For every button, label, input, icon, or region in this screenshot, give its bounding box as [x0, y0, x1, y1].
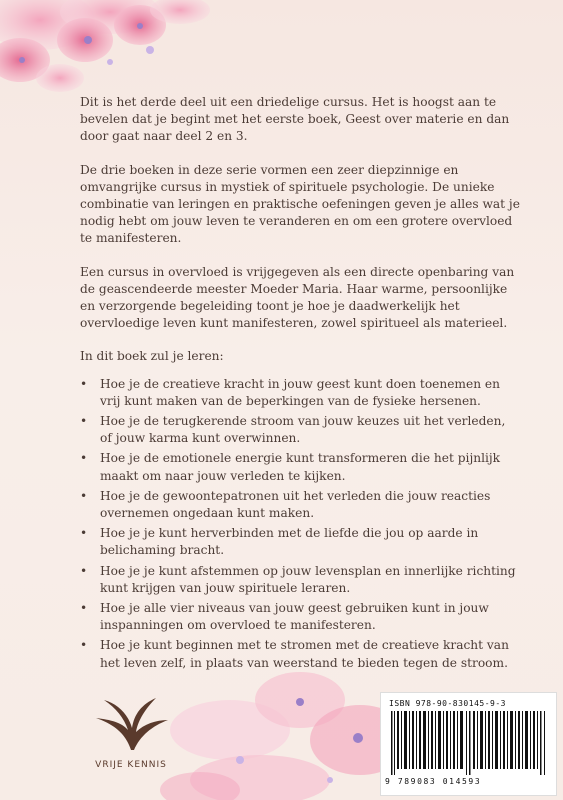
paragraph-3: Een cursus in overvloed is vrijgegeven als een directe openbaring van de geascendeerde meester Moeder Maria. Haar warme, persoonlijke en verzorgende begeleiding toont je hoe je daadwerkelijk het overvloedige leven kunt manifesteren, zowel spiritueel als materieel. [80, 264, 515, 331]
list-item: • Hoe je de gewoontepatronen uit het verleden die jouw reacties overnemen ongedaan kunt maken. [80, 488, 520, 522]
paragraph-1: Dit is het derde deel uit een driedelige cursus. Het is hoogst aan te bevelen dat je begint met het eerste boek, Geest over materie en dan door gaat naar deel 2 en 3. [80, 95, 510, 144]
isbn-label: ISBN 978-90-830145-9-3 [389, 699, 506, 708]
barcode-bars [389, 711, 549, 775]
list-item: • Hoe je de emotionele energie kunt transformeren die het pijnlijk maakt om naar jouw verleden te kijken. [80, 450, 520, 484]
publisher-name: VRIJE KENNIS [95, 760, 167, 770]
list-item: • Hoe je de terugkerende stroom van jouw keuzes uit het verleden, of jouw karma kunt overwinnen. [80, 413, 520, 447]
list-item: • Hoe je de creatieve kracht in jouw geest kunt doen toenemen en vrij kunt maken van de beperkingen van de fysieke hersenen. [80, 376, 520, 410]
eagle-icon [76, 690, 186, 758]
paragraph-intro-list: In dit boek zul je leren: [80, 349, 224, 364]
list-item: • Hoe je je kunt afstemmen op jouw levensplan en innerlijke richting kunt krijgen van jouw spirituele leraren. [80, 563, 520, 597]
isbn-number: 9 789083 014593 [385, 777, 482, 786]
list-item: • Hoe je kunt beginnen met te stromen met de creatieve kracht van het leven zelf, in plaats van weerstand te bieden tegen de stroom. [80, 637, 520, 671]
blurb-text [80, 94, 520, 675]
learning-list [80, 376, 520, 672]
publisher-logo [76, 690, 186, 780]
barcode [380, 692, 557, 796]
list-item: • Hoe je je kunt herverbinden met de liefde die jou op aarde in belichaming bracht. [80, 525, 520, 559]
flowers-top-decoration [0, 0, 563, 100]
list-item: • Hoe je alle vier niveaus van jouw geest gebruiken kunt in jouw inspanningen om overvloed te manifesteren. [80, 600, 520, 634]
paragraph-2: De drie boeken in deze serie vormen een zeer diepzinnige en omvangrijke cursus in mystiek of spirituele psychologie. De unieke combinatie van leringen en praktische oefeningen geven je alles wat je nodig hebt om jouw leven te veranderen en om een grotere overvloed te manifesteren. [80, 162, 520, 246]
